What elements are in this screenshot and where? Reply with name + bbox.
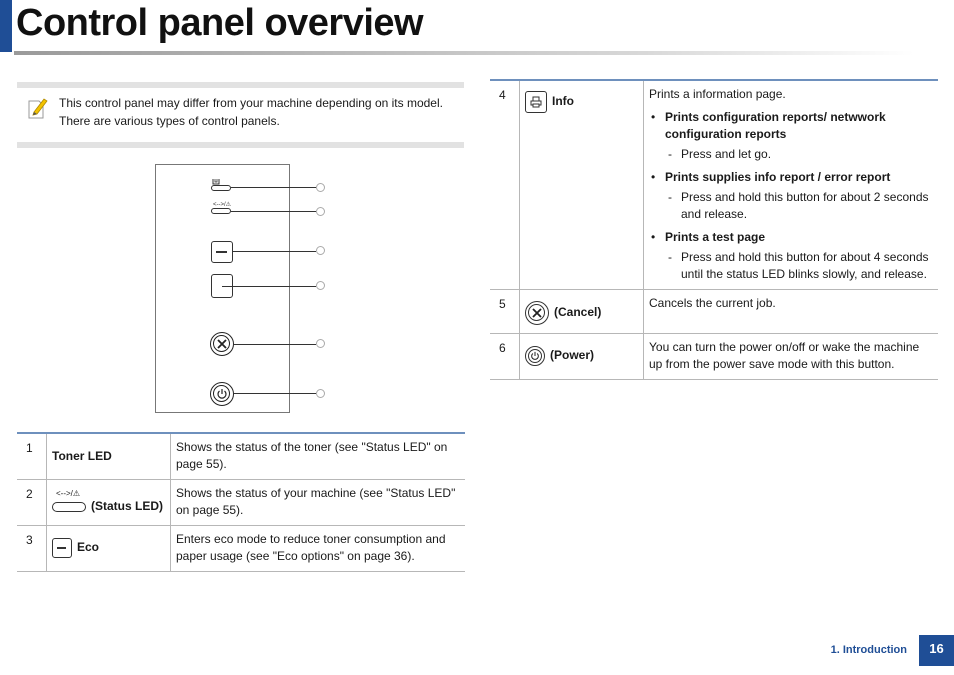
row-name-cell [47,480,171,526]
row-name-cell [47,526,171,572]
status-led-label: (Status LED) [91,499,163,513]
table-row [17,433,465,480]
cancel-button[interactable] [210,332,234,356]
power-symbol-icon [216,388,228,400]
row-number: 6 [490,334,520,380]
status-led-symbol: <-->/⚠ [213,202,232,208]
page-title: Control panel overview [16,2,424,44]
table-row [490,290,938,334]
eco-button-icon [52,538,72,558]
info-item-title: • Prints supplies info report / error report [649,169,933,186]
info-printer-icon [525,91,547,113]
row-name-cell [520,290,644,334]
power-icon [525,346,545,366]
title-rule [14,51,914,55]
info-desc: Prints a information page. [649,87,786,101]
note-text: This control panel may differ from your machine depending on its model. There are various types of control panels. [59,96,443,128]
toner-led [211,185,231,191]
power-label: (Power) [550,348,595,363]
row-desc: Shows the status of the toner (see "Status LED" on page 55). [171,433,466,480]
table-row [17,480,465,526]
callout-5 [316,339,325,348]
status-led-icon [52,502,86,512]
callout-2 [316,207,325,216]
row-desc: You can turn the power on/off or wake the machine up from the power save mode with this button. [644,334,939,380]
note-box [17,82,464,148]
info-item-title: • Prints a test page [649,229,933,246]
info-item-detail: - Press and hold this button for about 4 seconds until the status LED blinks slowly, and release. [649,249,933,283]
row-name-cell [520,80,644,290]
toner-led-label: Toner LED [52,448,112,463]
info-label: Info [552,94,574,109]
eco-button[interactable] [211,241,233,263]
table-row [17,526,465,572]
power-button[interactable] [210,382,234,406]
row-number: 2 [17,480,47,526]
row-number: 3 [17,526,47,572]
row-desc: Shows the status of your machine (see "Status LED" on page 55). [171,480,466,526]
row-number: 1 [17,433,47,480]
page-number: 16 [919,635,954,666]
info-item-detail: - Press and let go. [649,146,933,163]
accent-bar [0,0,12,52]
cancel-x-icon [217,339,227,349]
note-pencil-icon [26,96,48,120]
row-number: 5 [490,290,520,334]
buttons-table-right [490,79,938,380]
callout-6 [316,389,325,398]
row-number: 4 [490,80,520,290]
table-row [490,334,938,380]
control-panel-diagram [155,164,290,413]
buttons-table-left [17,432,465,572]
cancel-label: (Cancel) [554,304,602,319]
callout-3 [316,246,325,255]
info-description-cell [644,80,939,290]
row-name-cell [47,433,171,480]
cancel-icon [525,301,549,325]
footer-section-label: 1. Introduction [830,644,907,656]
row-desc: Enters eco mode to reduce toner consumption and paper usage (see "Eco options" on page 36). [171,526,466,572]
eco-label: Eco [77,540,100,555]
callout-4 [316,281,325,290]
row-name-cell [520,334,644,380]
info-item-title: • Prints configuration reports/ netwwork configuration reports [649,109,933,143]
table-row [490,80,938,290]
callout-1 [316,183,325,192]
info-item-detail: - Press and hold this button for about 2 seconds and release. [649,189,933,223]
status-led-glyph: <-->/⚠ [56,489,81,498]
row-desc: Cancels the current job. [644,290,939,334]
status-led [211,208,231,214]
